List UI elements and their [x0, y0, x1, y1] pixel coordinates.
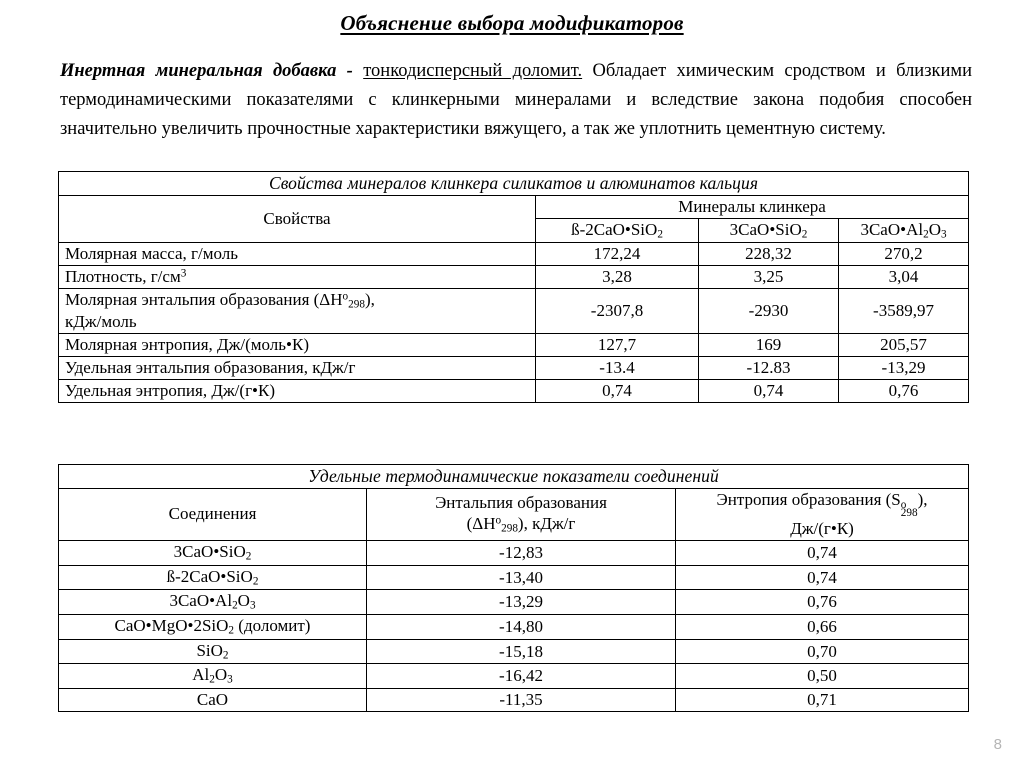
table-row — [59, 357, 969, 380]
value-cell: 3,04 — [839, 266, 969, 289]
property-label: Удельная энтропия, Дж/(г•К) — [59, 380, 536, 403]
table-row — [59, 590, 969, 615]
value-cell: -13.4 — [536, 357, 699, 380]
table-2-caption: Удельные термодинамические показатели соединений — [59, 465, 969, 489]
property-label: Молярная энтропия, Дж/(моль•К) — [59, 334, 536, 357]
table-header-row-1 — [59, 195, 969, 218]
table-row — [59, 541, 969, 566]
header-enthalpy-of-formation: Энтальпия образования $(\Delta H^o_{298})$, кДж/г — [367, 488, 676, 540]
value-cell: -3589,97 — [839, 289, 969, 334]
intro-paragraph — [60, 57, 972, 143]
enthalpy-value: -16,42 — [367, 664, 676, 689]
property-label: Молярная масса, г/моль — [59, 243, 536, 266]
value-cell: 0,74 — [699, 380, 839, 403]
table-row — [59, 266, 969, 289]
table-row — [59, 615, 969, 640]
entropy-value: 0,70 — [676, 639, 969, 664]
value-cell: 3,25 — [699, 266, 839, 289]
property-label: Удельная энтальпия образования, кДж/г — [59, 357, 536, 380]
page-number: 8 — [993, 736, 1002, 753]
compound-label: $3CaO•Al_2O_3$ — [59, 590, 367, 615]
header-clinker-minerals: Минералы клинкера — [536, 195, 969, 218]
table-header-row — [59, 488, 969, 540]
enthalpy-value: -14,80 — [367, 615, 676, 640]
value-cell: 270,2 — [839, 243, 969, 266]
table-1-caption: Свойства минералов клинкера силикатов и алюминатов кальция — [59, 172, 969, 196]
value-cell: 0,74 — [536, 380, 699, 403]
value-cell: 169 — [699, 334, 839, 357]
header-mineral-3cao-sio2: 3CaO•SiO$_2$ — [699, 218, 839, 243]
clinker-minerals-properties-table — [58, 171, 969, 403]
enthalpy-value: -15,18 — [367, 639, 676, 664]
value-cell: -2930 — [699, 289, 839, 334]
entropy-value: 0,66 — [676, 615, 969, 640]
entropy-value: 0,76 — [676, 590, 969, 615]
header-compounds: Соединения — [59, 488, 367, 540]
table-row — [59, 243, 969, 266]
enthalpy-value: -13,40 — [367, 565, 676, 590]
table-row — [59, 565, 969, 590]
header-entropy-of-formation: Энтропия образования (S o 298 ), Дж/(г•К) — [676, 488, 969, 540]
compound-label: 3CaO•SiO$_2$ — [59, 541, 367, 566]
compound-label: CaO•MgO•2SiO$_2$ (доломит) — [59, 615, 367, 640]
table-row — [59, 380, 969, 403]
compound-label: ß-2CaO•SiO$_2$ — [59, 565, 367, 590]
page-title: Объяснение выбора модификаторов — [340, 11, 684, 35]
table-row — [59, 639, 969, 664]
header-mineral-3cao-al2o3: $3CaO•Al_2O_3$ — [839, 218, 969, 243]
intro-body: Обладает химическим сродством и близкими термодинамическими показателями с клинкерными минералами и вследствие закона подобия способен значительно увеличить прочностные характеристики вяжущего, а так же уплотнить цементную систему. — [60, 61, 973, 139]
value-cell: -2307,8 — [536, 289, 699, 334]
intro-lead: Инертная минеральная добавка - — [60, 61, 353, 82]
enthalpy-value: -11,35 — [367, 689, 676, 712]
enthalpy-value: -13,29 — [367, 590, 676, 615]
table-row — [59, 289, 969, 334]
value-cell: 205,57 — [839, 334, 969, 357]
value-cell: -12.83 — [699, 357, 839, 380]
value-cell: 172,24 — [536, 243, 699, 266]
value-cell: 228,32 — [699, 243, 839, 266]
table-caption-row — [59, 172, 969, 196]
value-cell: 3,28 — [536, 266, 699, 289]
table-2-container — [58, 464, 969, 712]
compound-label: CaO — [59, 689, 367, 712]
enthalpy-value: -12,83 — [367, 541, 676, 566]
table-caption-row — [59, 465, 969, 489]
value-cell: -13,29 — [839, 357, 969, 380]
compound-label: $Al_2O_3$ — [59, 664, 367, 689]
entropy-value: 0,71 — [676, 689, 969, 712]
table-1-container — [58, 171, 969, 403]
table-row — [59, 334, 969, 357]
value-cell: 127,7 — [536, 334, 699, 357]
value-cell: 0,76 — [839, 380, 969, 403]
header-properties: Свойства — [59, 195, 536, 243]
property-label: Плотность, $г/см^3$ — [59, 266, 536, 289]
entropy-value: 0,74 — [676, 565, 969, 590]
specific-thermodynamic-indicators-table — [58, 464, 969, 712]
entropy-value: 0,50 — [676, 664, 969, 689]
compound-label: SiO$_2$ — [59, 639, 367, 664]
table-row — [59, 689, 969, 712]
property-label: Молярная энтальпия образования $(\Delta H^o_{298})$, кДж/моль — [59, 289, 536, 334]
entropy-value: 0,74 — [676, 541, 969, 566]
table-row — [59, 664, 969, 689]
header-mineral-b2cao-sio2: ß-2CaO•SiO$_2$ — [536, 218, 699, 243]
intro-underlined-term: тонкодисперсный доломит. — [363, 61, 583, 82]
